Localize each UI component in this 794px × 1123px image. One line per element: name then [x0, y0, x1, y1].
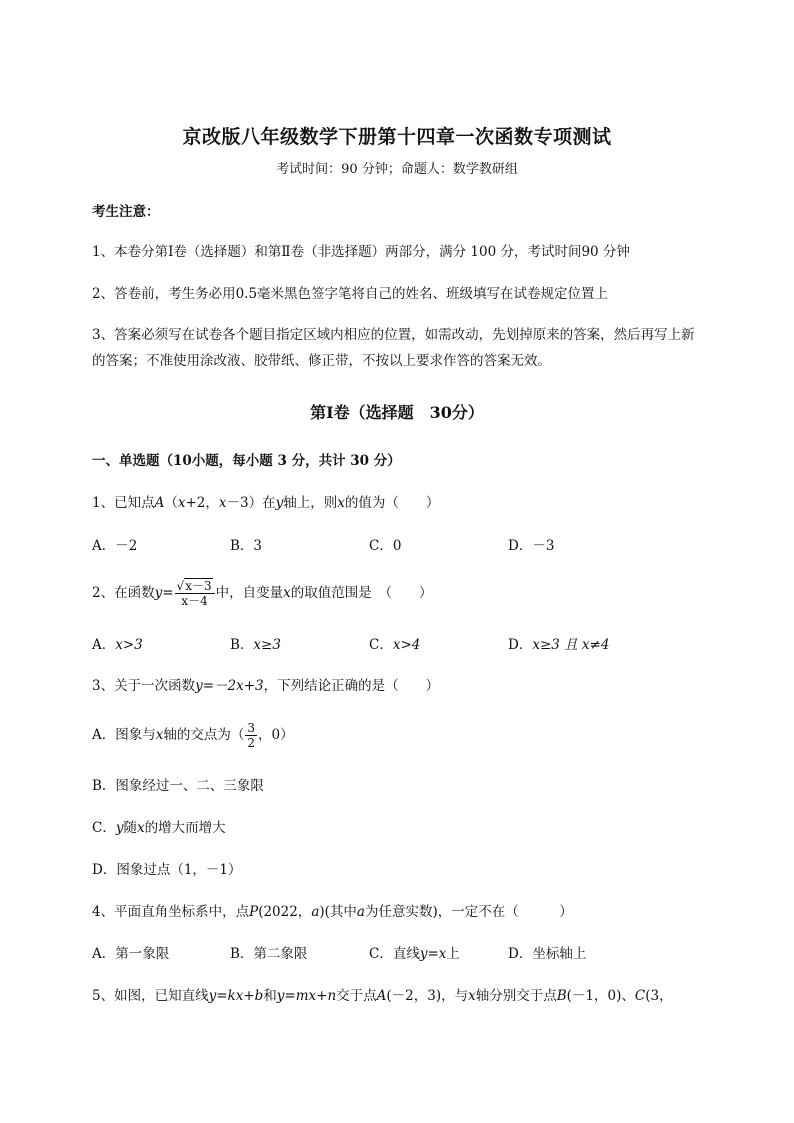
question-3: 3、关于一次函数y=－2x+3，下列结论正确的是（ ）	[92, 678, 440, 694]
question-2: 2、在函数y= $\frac{√x-3}{x-4}$ 中，自变量x的取值范围是 （ ）	[92, 579, 433, 608]
exam-info: 考试时间：90 分钟；命题人：数学教研组	[276, 162, 518, 177]
q3-fraction: $\frac{3}{2}$	[247, 721, 256, 750]
q2-option-a[interactable]: A．x>3	[92, 637, 143, 653]
q3-option-c[interactable]: C．y随x的增大而增大	[92, 820, 226, 836]
q4-option-d[interactable]: D．坐标轴上	[508, 946, 587, 962]
q1-option-c[interactable]: C．0	[369, 538, 402, 554]
q2-option-d[interactable]: D．x≥3 且 x≠4	[508, 637, 610, 653]
notice-item-3-cont: 的答案；不准使用涂改液、胶带纸、修正带，不按以上要求作答的答案无效。	[92, 353, 551, 369]
notice-item-2: 2、答卷前，考生务必用0.5毫米黑色签字笔将自己的姓名、班级填写在试卷规定位置上	[92, 286, 609, 302]
q1-option-d[interactable]: D．－3	[508, 538, 555, 554]
q2-fraction: $\frac{√x-3}{x-4}$	[175, 579, 215, 608]
question-4: 4、平面直角坐标系中，点P(2022，a)(其中a为任意实数)，一定不在（ ）	[92, 904, 573, 920]
question-1: 1、已知点A（x+2，x－3）在y轴上，则x的值为（ ）	[92, 495, 440, 511]
q3-option-a[interactable]: A．图象与x轴的交点为（ $\frac{3}{2}$ ，0）	[92, 721, 294, 750]
page-title: 京改版八年级数学下册第十四章一次函数专项测试	[182, 126, 612, 148]
section-title: 第Ⅰ卷（选择题 30分）	[310, 403, 484, 422]
q1-option-a[interactable]: A．－2	[92, 538, 138, 554]
q1-option-b[interactable]: B．3	[230, 538, 263, 554]
q2-option-b[interactable]: B．x≥3	[230, 637, 281, 653]
q3-option-d[interactable]: D．图象过点（1，－1）	[92, 862, 242, 878]
part-heading: 一、单选题（10小题，每小题 3 分，共计 30 分）	[92, 453, 401, 469]
notice-item-3: 3、答案必须写在试卷各个题目指定区域内相应的位置，如需改动，先划掉原来的答案，然后再写上新	[92, 327, 695, 343]
q4-option-c[interactable]: C．直线y=x上	[369, 946, 460, 962]
notice-item-1: 1、本卷分第Ⅰ卷（选择题）和第Ⅱ卷（非选择题）两部分，满分 100 分，考试时间90 分钟	[92, 244, 630, 260]
notice-heading: 考生注意：	[92, 204, 160, 220]
question-5: 5、如图，已知直线y=kx+b和y=mx+n交于点A(－2，3)，与x轴分别交于点B(－1，0)、C(3，	[92, 988, 673, 1004]
q3-option-b[interactable]: B．图象经过一、二、三象限	[92, 778, 264, 794]
q2-option-c[interactable]: C．x>4	[369, 637, 421, 653]
q4-option-a[interactable]: A．第一象限	[92, 946, 170, 962]
q4-option-b[interactable]: B．第二象限	[230, 946, 308, 962]
